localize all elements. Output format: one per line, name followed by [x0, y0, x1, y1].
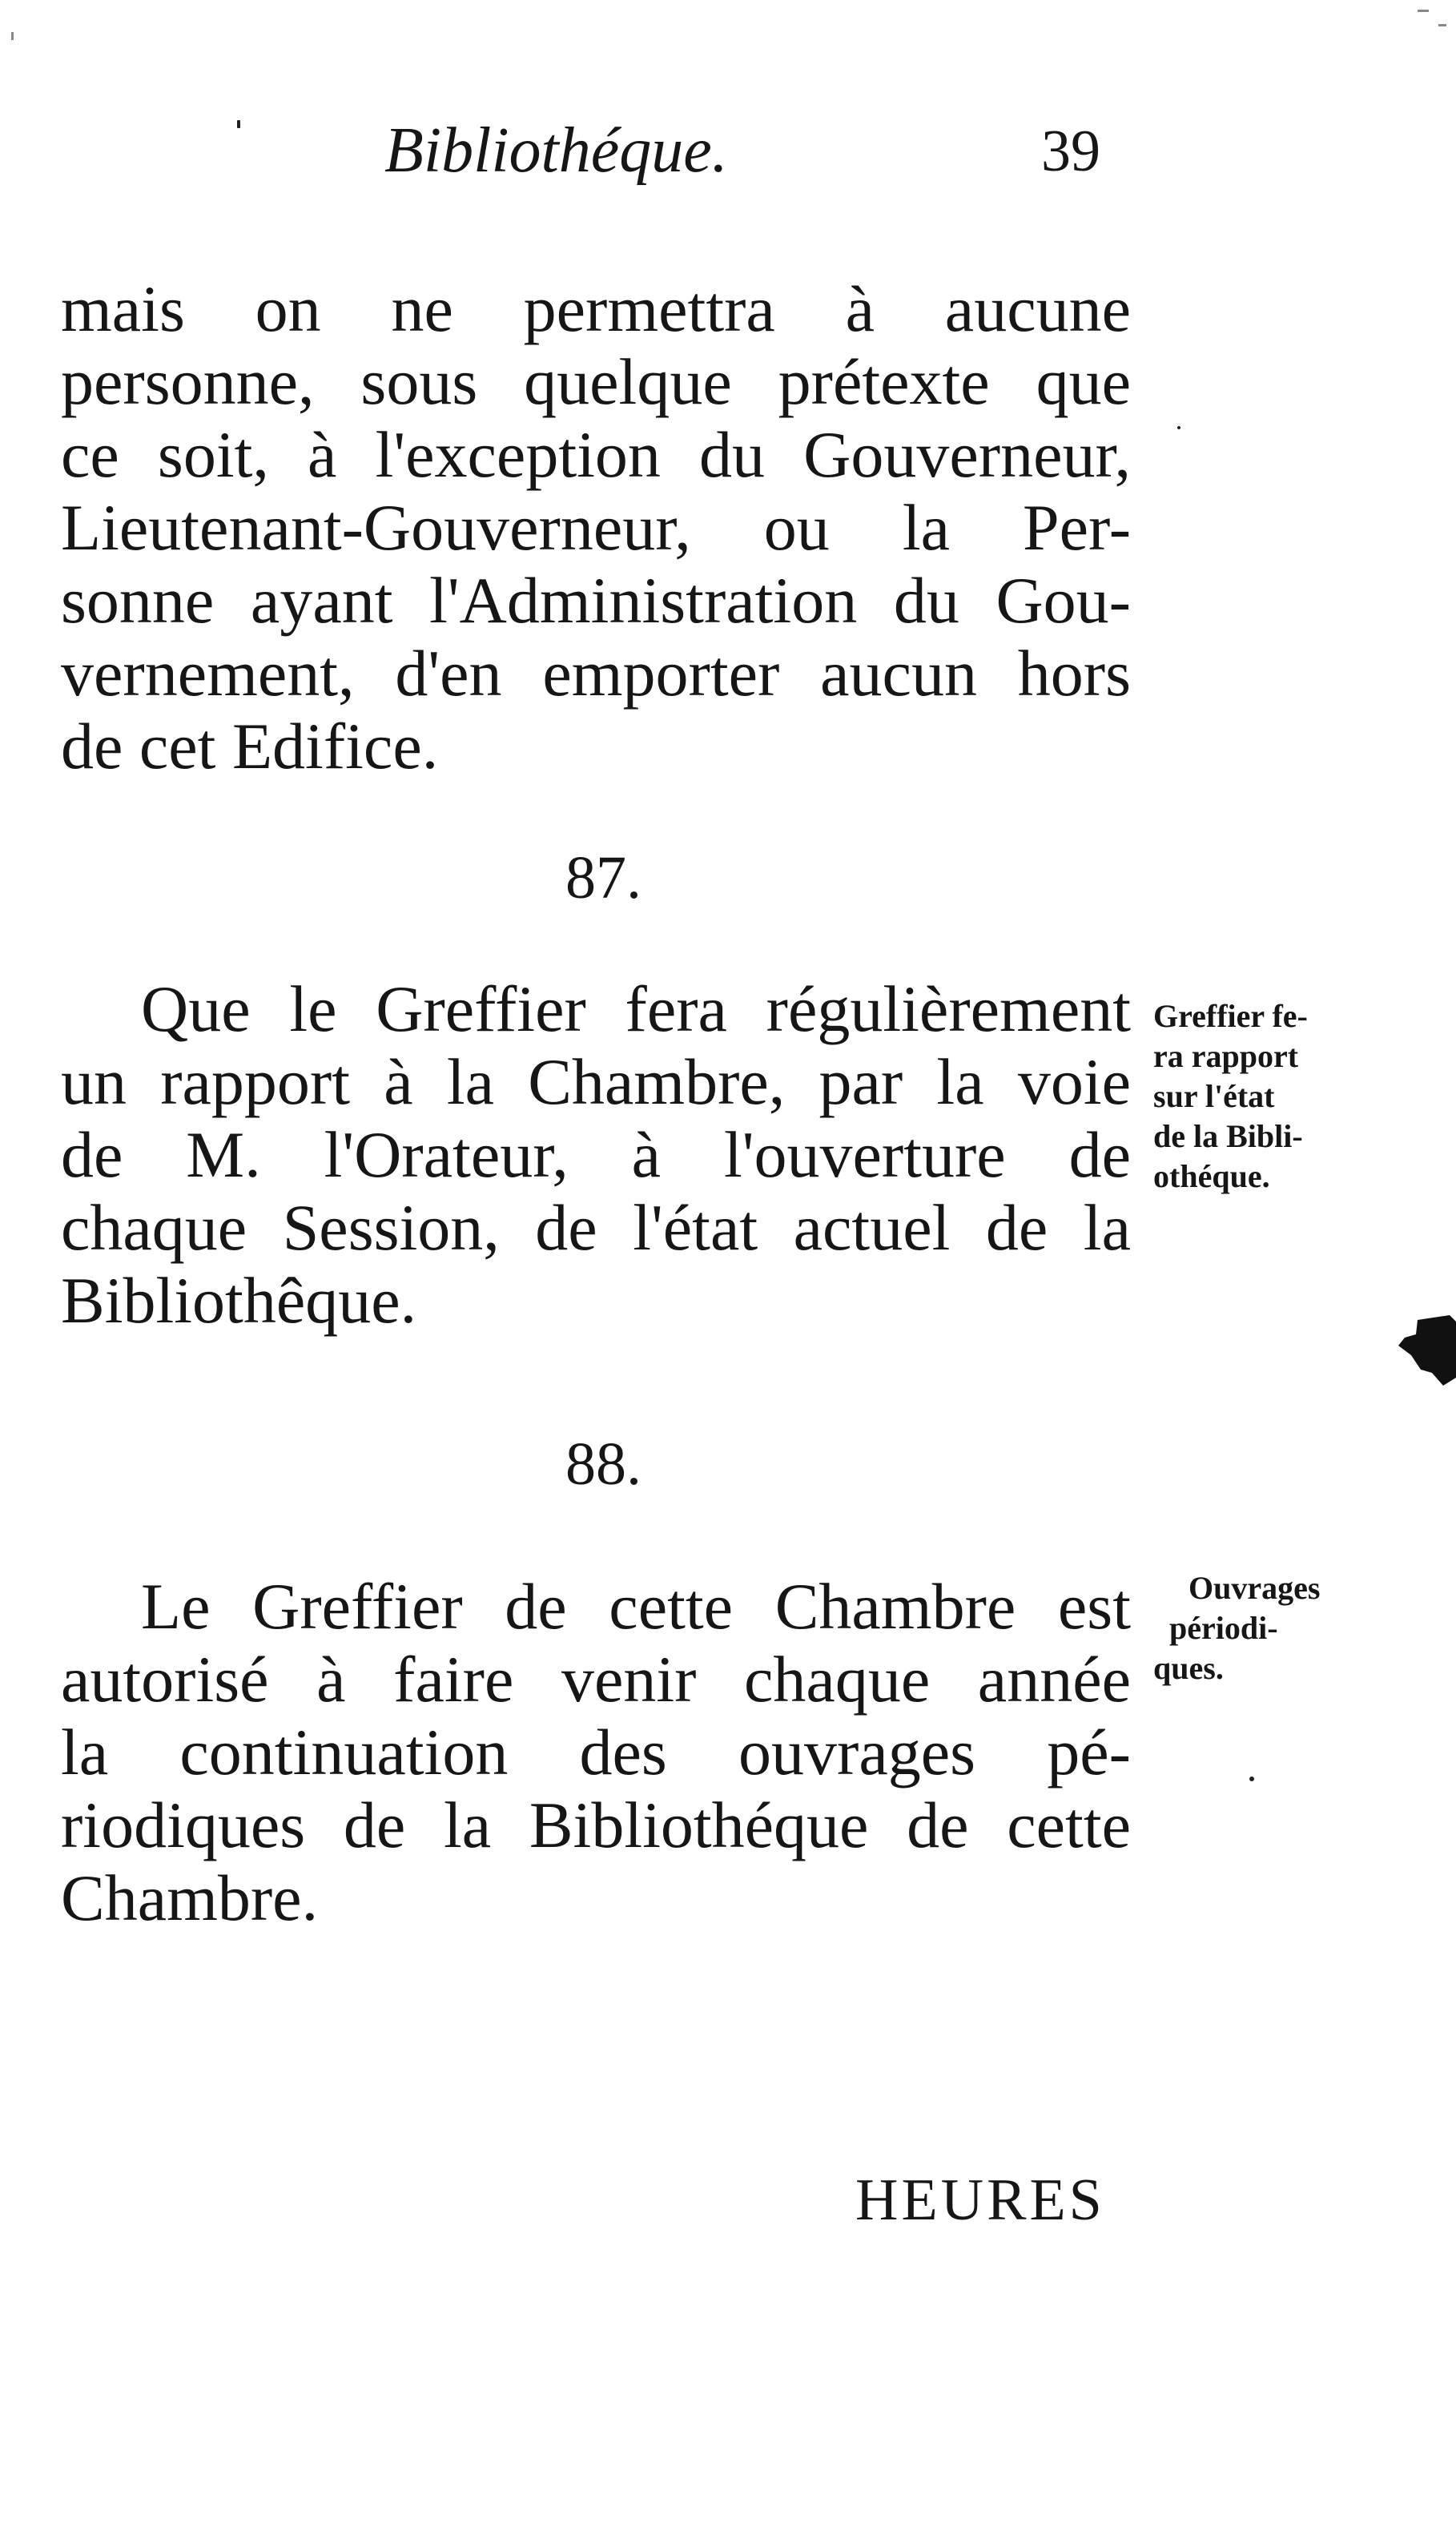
page-number: 39 [1041, 119, 1100, 184]
sidenote-line: ra rapport [1153, 1038, 1299, 1074]
sidenote-line: de la Bibli- [1153, 1118, 1303, 1154]
ink-speck [1177, 426, 1180, 429]
sidenote-line: ques. [1153, 1650, 1224, 1686]
sidenote-line: périodi- [1169, 1610, 1278, 1646]
section-number-87: 87. [565, 844, 642, 911]
catchword: HEURES [855, 2167, 1105, 2233]
sidenote-line: sur l'état [1153, 1078, 1275, 1114]
sidenote-line: Greffier fe- [1153, 998, 1308, 1034]
text-line: Que le Greffier fera régulièrement [141, 972, 1131, 1045]
text-line: sonne ayant l'Administration du Gou- [61, 564, 1131, 637]
text-line: Chambre. [61, 1861, 319, 1934]
ink-speck [237, 120, 240, 128]
text-line: la continuation des ouvrages pé- [61, 1716, 1131, 1789]
ink-speck [1418, 10, 1429, 12]
text-line: personne, sous quelque prétexte que [61, 345, 1131, 418]
text-line: mais on ne permettra à aucune [61, 272, 1131, 345]
ink-blot [1394, 1314, 1456, 1386]
sidenote-88 [1153, 1568, 1378, 1688]
sidenote-line: othéque. [1153, 1158, 1270, 1194]
text-line: de M. l'Orateur, à l'ouverture de [61, 1118, 1131, 1191]
sidenote-line: Ouvrages [1189, 1570, 1321, 1606]
running-head-title: Bibliothéque. [384, 115, 728, 186]
text-line: de cet Edifice. [61, 710, 439, 783]
text-line: chaque Session, de l'état actuel de la [61, 1191, 1131, 1264]
section-number-88: 88. [565, 1430, 642, 1498]
text-line: Le Greffier de cette Chambre est [141, 1570, 1131, 1643]
ink-speck [1249, 1776, 1254, 1781]
text-line: autorisé à faire venir chaque année [61, 1643, 1131, 1716]
text-line: Lieutenant-Gouverneur, ou la Per- [61, 491, 1131, 564]
text-line: ce soit, à l'exception du Gouverneur, [61, 418, 1131, 491]
ink-speck [11, 32, 14, 40]
text-line: un rapport à la Chambre, par la voie [61, 1045, 1131, 1118]
text-line: Bibliothêque. [61, 1264, 417, 1337]
section-88-paragraph [61, 1570, 1131, 1934]
text-line: vernement, d'en emporter aucun hors [61, 637, 1131, 710]
ink-speck [1438, 24, 1446, 26]
continuation-paragraph [61, 272, 1131, 783]
section-87-paragraph [61, 972, 1131, 1337]
sidenote-87 [1153, 996, 1378, 1197]
text-line: riodiques de la Bibliothéque de cette [61, 1789, 1131, 1861]
